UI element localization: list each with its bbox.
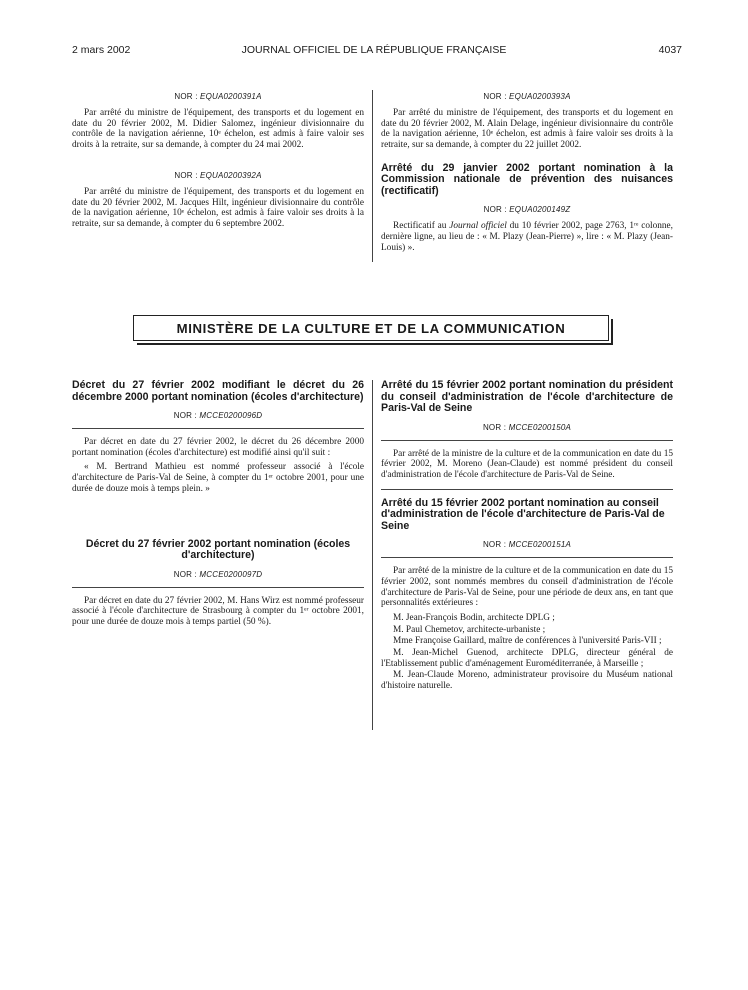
ministry-banner	[133, 315, 609, 341]
nor-reference: NOR : EQUA0200393A	[483, 92, 571, 101]
column-divider	[372, 90, 373, 262]
arrete-paragraph: Par arrêté de la ministre de la culture et de la communication en date du 15 février 2002, sont nommés membres du conseil d'administration de l'école d'architecture de Paris-Val de Seine, pour une période de deux ans, en tant que personnalités extérieures :	[381, 566, 673, 609]
arrete-title: Arrêté du 29 janvier 2002 portant nomination à la Commission nationale de prévention des nuisances (rectificatif)	[381, 161, 673, 197]
top-left-column	[72, 92, 364, 234]
nor-reference: NOR : EQUA0200149Z	[483, 205, 571, 215]
arrete-paragraph: Par arrêté du ministre de l'équipement, des transports et du logement en date du 20 février 2002, M. Jacques Hilt, ingénieur divisionnaire du contrôle de la navigation aérienne, 10ᵉ échelon, est admis à faire valoir ses droits à la retraite, sur sa demande, à compter du 6 septembre 2002.	[72, 186, 364, 229]
page-number: 4037	[658, 44, 682, 56]
section-rule	[381, 489, 673, 490]
nor-reference: NOR : MCCE0200150A	[482, 422, 572, 432]
top-right-column	[381, 92, 673, 257]
member-item: M. Jean-François Bodin, architecte DPLG ;	[393, 612, 555, 623]
section-rule	[381, 557, 673, 558]
member-item: Mme Françoise Gaillard, maître de conférences à l'université Paris-VII ;	[393, 636, 662, 647]
arrete-paragraph: Par arrêté du ministre de l'équipement, des transports et du logement en date du 20 février 2002, M. Alain Delage, ingénieur divisionnaire du contrôle de la navigation aérienne, 10ᵉ échelon, est admis à faire valoir ses droits à la retraite, sur sa demande, à compter du 22 juillet 2002.	[381, 108, 673, 151]
column-divider	[372, 380, 373, 730]
decret-title: Décret du 27 février 2002 modifiant le décret du 26 décembre 2000 portant nomination (écoles d'architecture)	[72, 379, 364, 403]
decret-paragraph: Par décret en date du 27 février 2002, M. Hans Wirz est nommé professeur associé à l'école d'architecture de Strasbourg à compter du 1ᵉʳ octobre 2001, pour une durée de douze mois à temps partiel (50 %).	[72, 595, 364, 627]
bottom-right-column	[381, 380, 673, 693]
nor-reference: NOR : MCCE0200096D	[173, 411, 263, 420]
nor-reference: NOR : MCCE0200097D	[173, 569, 263, 579]
arrete-paragraph: Par arrêté du ministre de l'équipement, des transports et du logement en date du 20 février 2002, M. Didier Salomez, ingénieur divisionnaire du contrôle de la navigation aérienne, 10ᵉ échelon, est admis à faire valoir ses droits à la retraite, sur sa demande, à compter du 24 mai 2002.	[72, 108, 364, 151]
bottom-left-column	[72, 380, 364, 632]
member-item: M. Jean-Claude Moreno, administrateur provisoire du Muséum national d'histoire naturelle.	[381, 670, 673, 692]
ministry-title: MINISTÈRE DE LA CULTURE ET DE LA COMMUNICATION	[176, 320, 566, 336]
arrete-paragraph: Par arrêté de la ministre de la culture et de la communication en date du 15 février 2002, M. Moreno (Jean-Claude) est nommé président du conseil d'administration de l'école d'architecture de Paris-Val de Seine.	[381, 448, 673, 480]
decret-title: Décret du 27 février 2002 portant nomination (écoles d'architecture)	[85, 537, 351, 562]
decret-paragraph: Par décret en date du 27 février 2002, le décret du 26 décembre 2000 portant nomination (écoles d'architecture) est modifié ainsi qu'il suit :	[72, 437, 364, 458]
section-rule	[72, 587, 364, 588]
arrete-title: Arrêté du 15 février 2002 portant nomination du président du conseil d'administration de l'école d'architecture de Paris-Val de Seine	[381, 379, 673, 414]
decret-paragraph: « M. Bertrand Mathieu est nommé professeur associé à l'école d'architecture de Paris-Val de Seine, à compter du 1ᵉʳ octobre 2001, pour une durée de douze mois à temps plein. »	[72, 462, 364, 494]
member-item: M. Paul Chemetov, architecte-urbaniste ;	[393, 624, 546, 635]
member-item: M. Jean-Michel Guenod, architecte DPLG, directeur général de l'Etablissement public d'aménagement Euroméditerranée, à Marseille ;	[381, 648, 673, 669]
section-rule	[72, 428, 364, 429]
arrete-title: Arrêté du 15 février 2002 portant nomination au conseil d'administration de l'école d'architecture de Paris-Val de Seine	[381, 496, 665, 532]
nor-reference: NOR : MCCE0200151A	[482, 540, 572, 550]
header-date: 2 mars 2002	[72, 44, 131, 56]
section-rule	[381, 440, 673, 441]
nor-reference: NOR : EQUA0200391A	[174, 92, 262, 101]
nor-reference: NOR : EQUA0200392A	[174, 170, 262, 180]
journal-title: JOURNAL OFFICIEL DE LA RÉPUBLIQUE FRANÇAISE	[241, 44, 507, 56]
rectificatif-paragraph: Rectificatif au Journal officiel du 10 février 2002, page 2763, 1ʳᵉ colonne, dernière ligne, au lieu de : « M. Plazy (Jean-Pierre) », lire : « M. Plazy (Jean-Louis) ».	[381, 221, 674, 253]
